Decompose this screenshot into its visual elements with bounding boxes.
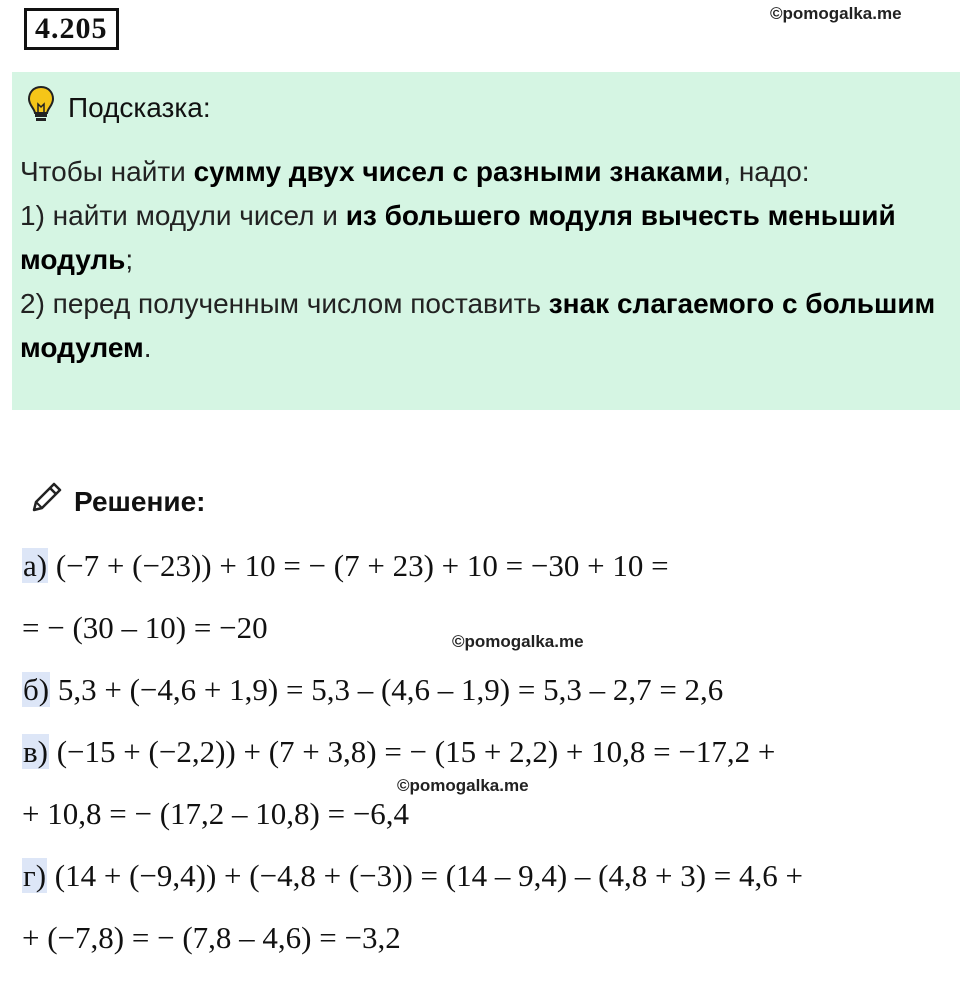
pencil-icon bbox=[26, 478, 66, 525]
lightbulb-icon bbox=[26, 84, 56, 131]
solution-line-a-1: а) (−7 + (−23)) + 10 = − (7 + 23) + 10 = −30 + 10 = bbox=[23, 548, 669, 583]
hint-paragraph-2: 1) найти модули чисел и из большего модуля вычесть меньший модуль; bbox=[20, 200, 896, 275]
solution-title bbox=[26, 478, 205, 525]
hint-paragraph-1: Чтобы найти сумму двух чисел с разными знаками, надо: bbox=[20, 156, 810, 187]
hint-paragraph-3: 2) перед полученным числом поставить знак слагаемого с большим модулем. bbox=[20, 288, 936, 363]
task-number: 4.205 bbox=[24, 8, 119, 50]
solution-line-b-1: б) 5,3 + (−4,6 + 1,9) = 5,3 – (4,6 – 1,9) = 5,3 – 2,7 = 2,6 bbox=[23, 672, 724, 707]
watermark: ©pomogalka.me bbox=[770, 4, 902, 23]
watermark: ©pomogalka.me bbox=[397, 776, 529, 795]
solution-line-v-1: в) (−15 + (−2,2)) + (7 + 3,8) = − (15 + 2,2) + 10,8 = −17,2 + bbox=[23, 734, 776, 769]
watermark: ©pomogalka.me bbox=[452, 632, 584, 651]
hint-heading: Подсказка: bbox=[68, 91, 211, 123]
solution-heading: Решение: bbox=[74, 485, 206, 517]
solution-line-g-1: г) (14 + (−9,4)) + (−4,8 + (−3)) = (14 – 9,4) – (4,8 + 3) = 4,6 + bbox=[23, 858, 804, 893]
solution-line-a-2: = − (30 – 10) = −20 bbox=[22, 610, 268, 645]
solution-line-g-2: + (−7,8) = − (7,8 – 4,6) = −3,2 bbox=[22, 920, 401, 955]
hint-title bbox=[26, 84, 211, 131]
hint-text bbox=[20, 150, 940, 370]
solution-line-v-2: + 10,8 = − (17,2 – 10,8) = −6,4 bbox=[22, 796, 410, 831]
